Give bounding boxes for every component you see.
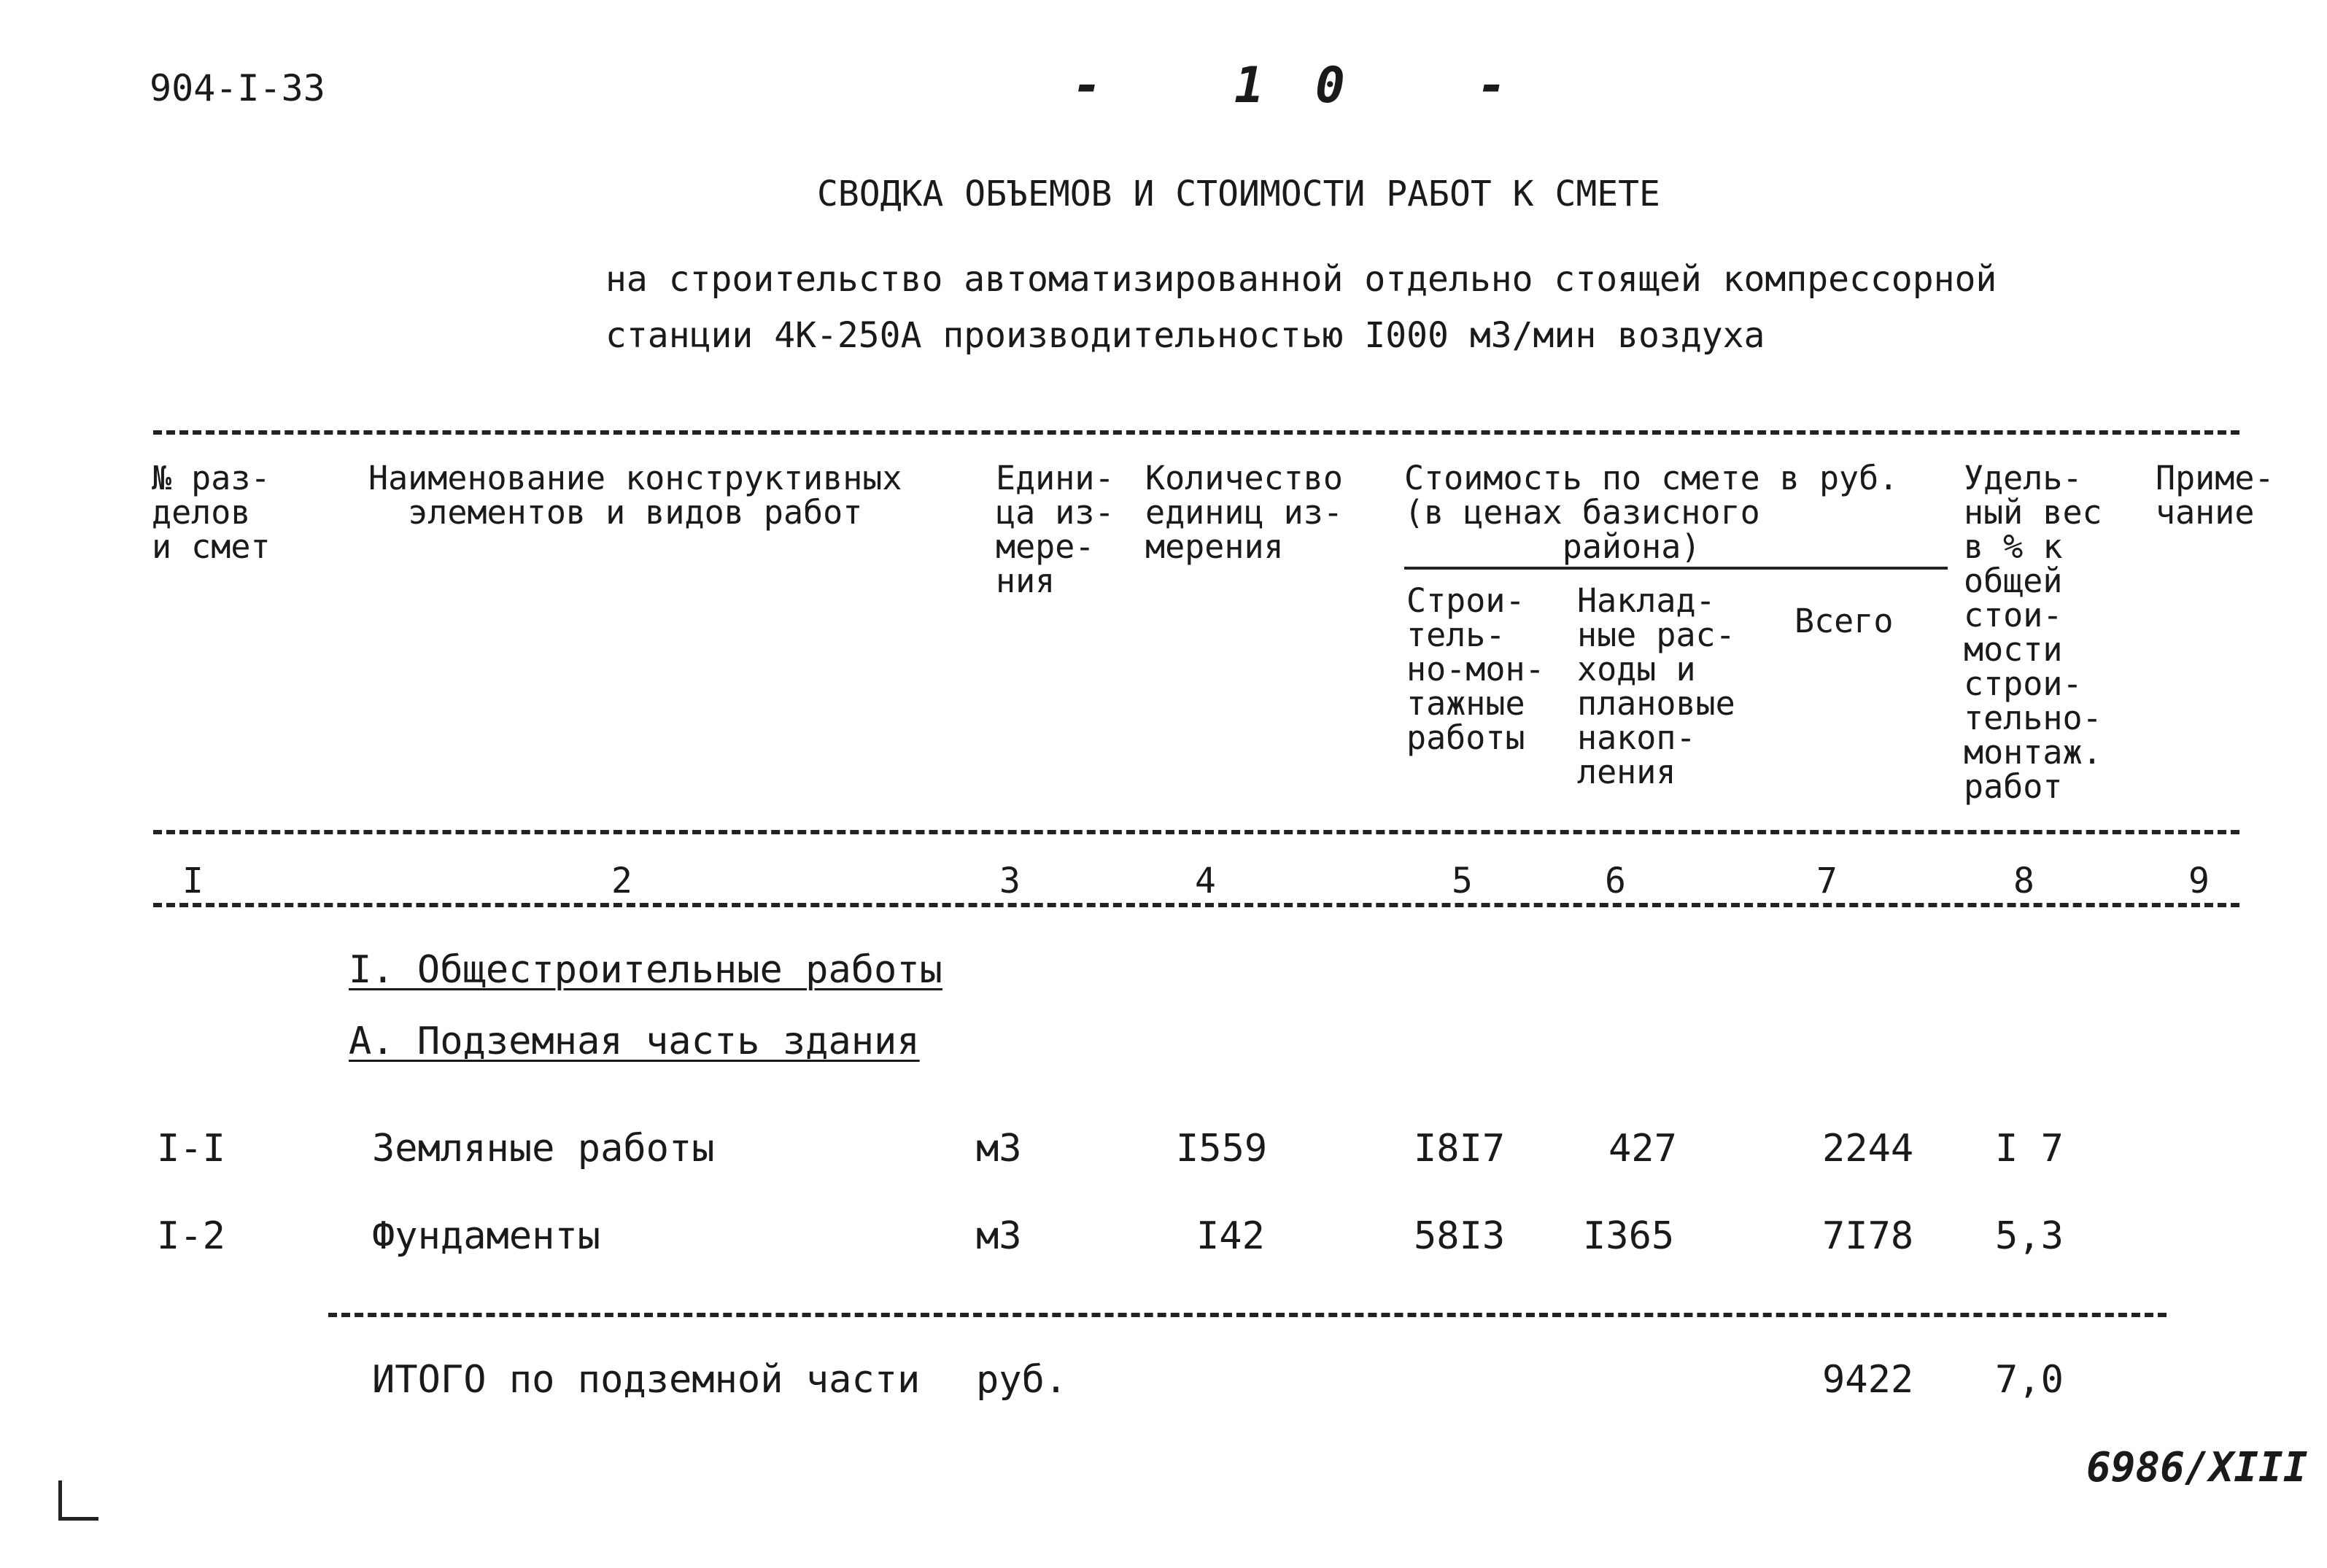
- header-cost-group: Стоимость по смете в руб. (в ценах базисного района): [1404, 459, 1899, 566]
- subsection-title: А. Подземная часть здания: [349, 1020, 920, 1063]
- header-bottom-rule: [153, 830, 2239, 834]
- column-number-8: 8: [2013, 861, 2034, 901]
- total-row-name: ИТОГО по подземной части: [372, 1358, 921, 1402]
- row-overhead: I365: [1583, 1214, 1675, 1258]
- column-number-2: 2: [611, 861, 632, 901]
- header-quantity: Количество единиц из- мерения: [1145, 459, 1343, 566]
- row-number: I-I: [157, 1127, 225, 1171]
- header-section-number: № раз- делов и смет: [152, 459, 271, 566]
- column-number-7: 7: [1816, 861, 1838, 901]
- page-number: - 10 -: [1072, 57, 1558, 115]
- header-unit: Едини- ца из- мере- ния: [996, 459, 1115, 600]
- subtitle-line-2: станции 4К-250А производительностью I000 м3/мин воздуха: [605, 315, 1765, 356]
- total-row-unit: руб.: [976, 1358, 1068, 1402]
- subtotal-rule: [328, 1313, 2167, 1317]
- table-top-rule: [153, 430, 2239, 435]
- header-cost-rule: [1404, 567, 1948, 570]
- header-share: Удель- ный вес в % к общей стои- мости строи- тельно- монтаж. работ: [1964, 459, 2102, 806]
- column-numbers-rule: [153, 903, 2239, 907]
- signature-mark: 6986/XIII: [2086, 1444, 2308, 1491]
- row-share: 5,3: [1995, 1214, 2064, 1258]
- row-total: 2244: [1822, 1127, 1914, 1171]
- header-construction-works: Строи- тель- но-мон- тажные работы: [1406, 581, 1545, 757]
- header-note: Приме- чание: [2156, 459, 2274, 532]
- header-element-name: Наименование конструктивных элементов и видов работ: [368, 459, 902, 532]
- row-total: 7I78: [1822, 1214, 1914, 1258]
- document-code: 904-I-33: [150, 67, 325, 109]
- row-name: Земляные работы: [372, 1127, 715, 1171]
- row-quantity: I559: [1176, 1127, 1268, 1171]
- column-number-9: 9: [2188, 861, 2210, 901]
- total-row-share: 7,0: [1995, 1358, 2064, 1402]
- column-number-4: 4: [1195, 861, 1216, 901]
- column-number-6: 6: [1605, 861, 1626, 901]
- header-total: Всего: [1794, 602, 1894, 640]
- corner-mark: [58, 1480, 98, 1521]
- row-number: I-2: [157, 1214, 225, 1258]
- subtitle-line-1: на строительство автоматизированной отдельно стоящей компрессорной: [605, 259, 1997, 300]
- row-unit: м3: [976, 1214, 1022, 1258]
- row-construction-cost: I8I7: [1414, 1127, 1506, 1171]
- row-quantity: I42: [1196, 1214, 1265, 1258]
- column-number-1: I: [182, 861, 204, 901]
- row-share: I 7: [1995, 1127, 2064, 1171]
- row-construction-cost: 58I3: [1414, 1214, 1506, 1258]
- row-overhead: 427: [1608, 1127, 1677, 1171]
- header-overhead: Наклад- ные рас- ходы и плановые накоп- ления: [1577, 581, 1735, 791]
- total-row-total: 9422: [1822, 1358, 1914, 1402]
- row-name: Фундаменты: [372, 1214, 601, 1258]
- column-number-3: 3: [999, 861, 1021, 901]
- row-unit: м3: [976, 1127, 1022, 1171]
- section-title: I. Общестроительные работы: [349, 948, 942, 992]
- column-number-5: 5: [1452, 861, 1473, 901]
- document-title: СВОДКА ОБЪЕМОВ И СТОИМОСТИ РАБОТ К СМЕТЕ: [817, 174, 1660, 214]
